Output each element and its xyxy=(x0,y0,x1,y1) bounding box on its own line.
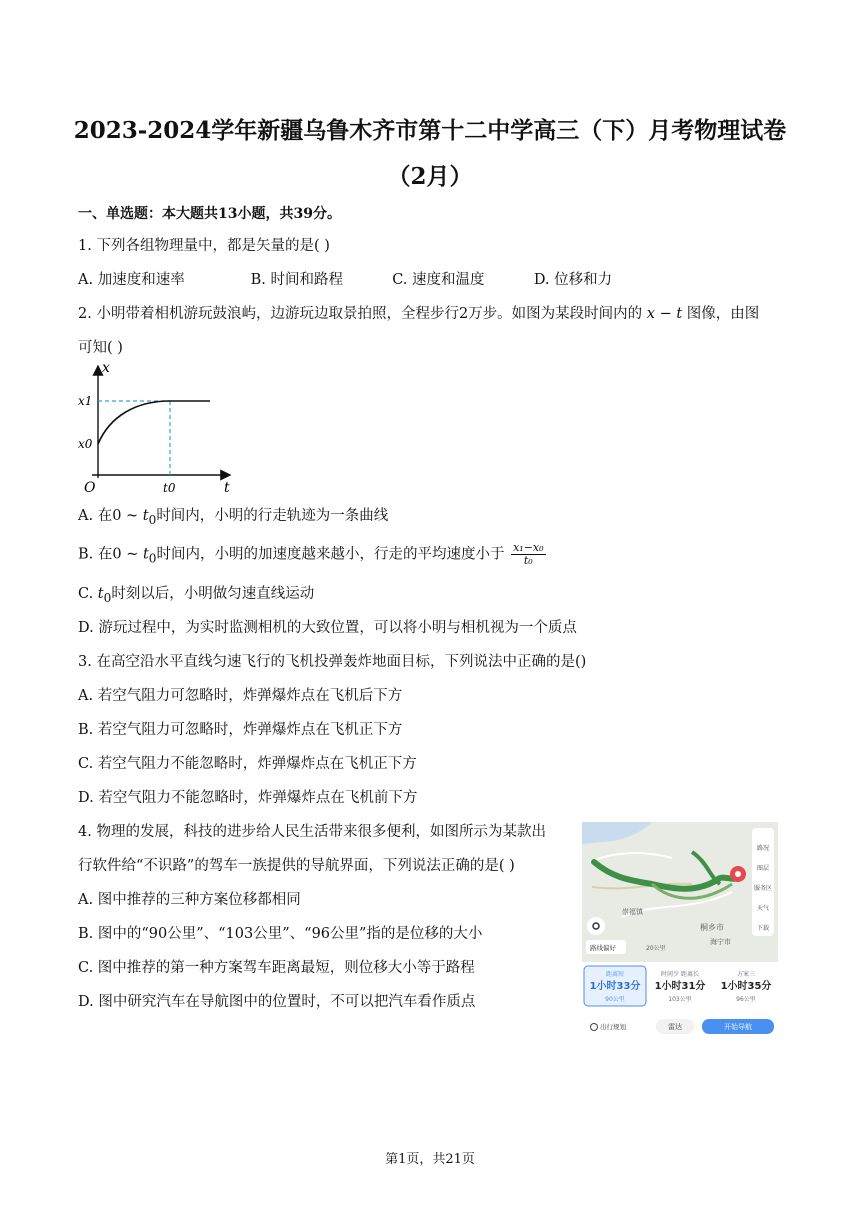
navigation-map-image xyxy=(582,822,778,1036)
q1-option-c: C. 速度和温度 xyxy=(392,272,485,288)
toolbar-layer[interactable]: 图层 xyxy=(756,865,770,872)
question-2-stem-line1 xyxy=(78,304,759,324)
map-label-chongfu: 崇福镇 xyxy=(622,908,643,916)
radar-label: 雷达 xyxy=(668,1023,682,1031)
q2b-fraction xyxy=(511,542,545,567)
t0-tick-label: t0 xyxy=(163,481,176,495)
q2c-sub: 0 xyxy=(103,590,112,605)
q2a-sub: 0 xyxy=(148,512,157,527)
route-preference-label: 路线偏好 xyxy=(590,944,616,952)
section-heading: 一、单选题：本大题共13小题，共39分。 xyxy=(78,206,341,222)
q2b-post: 时间内，小明的加速度越来越小，行走的平均速度小于 xyxy=(156,546,505,563)
question-4-stem-line1: 4. 物理的发展，科技的进步给人民生活带来很多便利，如图所示为某款出 xyxy=(78,824,546,840)
q1-option-b: B. 时间和路程 xyxy=(250,272,343,288)
x0-tick-label: x0 xyxy=(78,437,93,451)
toolbar-download[interactable]: 下载 xyxy=(756,925,770,932)
q4-option-a: A. 图中推荐的三种方案位移都相同 xyxy=(78,892,301,908)
q2a-post: 时间内，小明的行走轨迹为一条曲线 xyxy=(156,508,389,524)
route2-tag: 时间少 距离长 xyxy=(661,971,699,978)
route3-tag: 方案三 xyxy=(736,971,756,978)
start-navigation-label: 开始导航 xyxy=(724,1023,752,1031)
q2-option-d: D. 游玩过程中，为实时监测相机的大致位置，可以将小明与相机视为一个质点 xyxy=(78,620,577,636)
question-2-stem-line2: 可知( ) xyxy=(78,340,123,356)
map-scale-label: 20公里 xyxy=(646,945,666,952)
question-1-options xyxy=(78,270,612,290)
route1-tag: 距离短 xyxy=(605,971,625,978)
q3-option-b: B. 若空气阻力可忽略时，炸弹爆炸点在飞机正下方 xyxy=(78,722,403,738)
q4-option-c: C. 图中推荐的第一种方案驾车距离最短，则位移大小等于路程 xyxy=(78,960,475,976)
q2-stem-text: 2. 小明带着相机游玩鼓浪屿，边游玩边取景拍照，全程步行2万步。如图为某段时间内的 xyxy=(78,306,643,322)
route3-time: 1小时35分 xyxy=(720,981,772,992)
q2c-post: 时刻以后，小明做匀速直线运动 xyxy=(111,586,315,602)
q2b-frac-num: x₁−x₀ xyxy=(513,541,544,554)
q2-stem-tail: 图像，由图 xyxy=(686,306,760,322)
origin-label: O xyxy=(84,480,96,496)
route3-dist: 96公里 xyxy=(736,996,756,1003)
x-axis-label: t xyxy=(224,480,230,496)
q2c-pre: C. xyxy=(78,586,98,602)
q1-option-d: D. 位移和力 xyxy=(533,272,613,288)
route2-dist: 103公里 xyxy=(668,996,692,1003)
x1-tick-label: x1 xyxy=(78,394,93,408)
question-4-stem-line2: 行软件给“不识路”的驾车一族提供的导航界面，下列说法正确的是( ) xyxy=(78,858,515,874)
q2b-frac-den: t₀ xyxy=(523,554,533,567)
q2a-var: t xyxy=(142,508,149,524)
x-t-graph xyxy=(78,360,238,500)
trip-planning-button[interactable]: 出行规划 xyxy=(600,1023,626,1031)
page-footer: 第1页，共21页 xyxy=(385,1152,475,1167)
q2-stem-math: x − t xyxy=(646,306,683,322)
q4-option-b: B. 图中的“90公里”、“103公里”、“96公里”指的是位移的大小 xyxy=(78,926,483,942)
toolbar-service[interactable]: 服务区 xyxy=(753,885,773,892)
question-3-stem: 3. 在高空沿水平直线匀速飞行的飞机投弹轰炸地面目标，下列说法中正确的是() xyxy=(78,654,587,670)
toolbar-traffic[interactable]: 路况 xyxy=(756,845,770,852)
route1-dist: 90公里 xyxy=(605,996,625,1003)
question-1-stem: 1. 下列各组物理量中，都是矢量的是( ) xyxy=(78,238,330,254)
q3-option-a: A. 若空气阻力可忽略时，炸弹爆炸点在飞机后下方 xyxy=(78,688,403,704)
q3-option-d: D. 若空气阻力不能忽略时，炸弹爆炸点在飞机前下方 xyxy=(78,790,418,806)
locate-button[interactable] xyxy=(587,917,605,935)
q2a-pre: A. 在0 ~ xyxy=(78,508,143,524)
q2-option-c xyxy=(78,584,314,608)
q3-option-c: C. 若空气阻力不能忽略时，炸弹爆炸点在飞机正下方 xyxy=(78,756,417,772)
map-label-tongxiang: 桐乡市 xyxy=(700,923,724,932)
q2-option-b xyxy=(78,542,546,568)
map-label-haining: 海宁市 xyxy=(710,938,731,946)
q2b-pre: B. 在0 ~ xyxy=(78,546,143,563)
toolbar-weather[interactable]: 天气 xyxy=(756,905,770,912)
q2b-sub: 0 xyxy=(148,551,157,566)
page-title: 2023-2024学年新疆乌鲁木齐市第十二中学高三（下）月考物理试卷（2月） xyxy=(73,117,787,190)
q4-option-d: D. 图中研究汽车在导航图中的位置时，不可以把汽车看作质点 xyxy=(78,994,476,1010)
route2-time: 1小时31分 xyxy=(654,981,706,992)
x-t-curve xyxy=(98,401,210,444)
q2b-var: t xyxy=(142,546,149,563)
q2c-var: t xyxy=(97,586,104,602)
y-axis-label: x xyxy=(102,360,110,376)
q1-option-a: A. 加速度和速率 xyxy=(78,272,185,288)
q2-option-a xyxy=(78,506,388,530)
route1-time: 1小时33分 xyxy=(589,981,641,992)
